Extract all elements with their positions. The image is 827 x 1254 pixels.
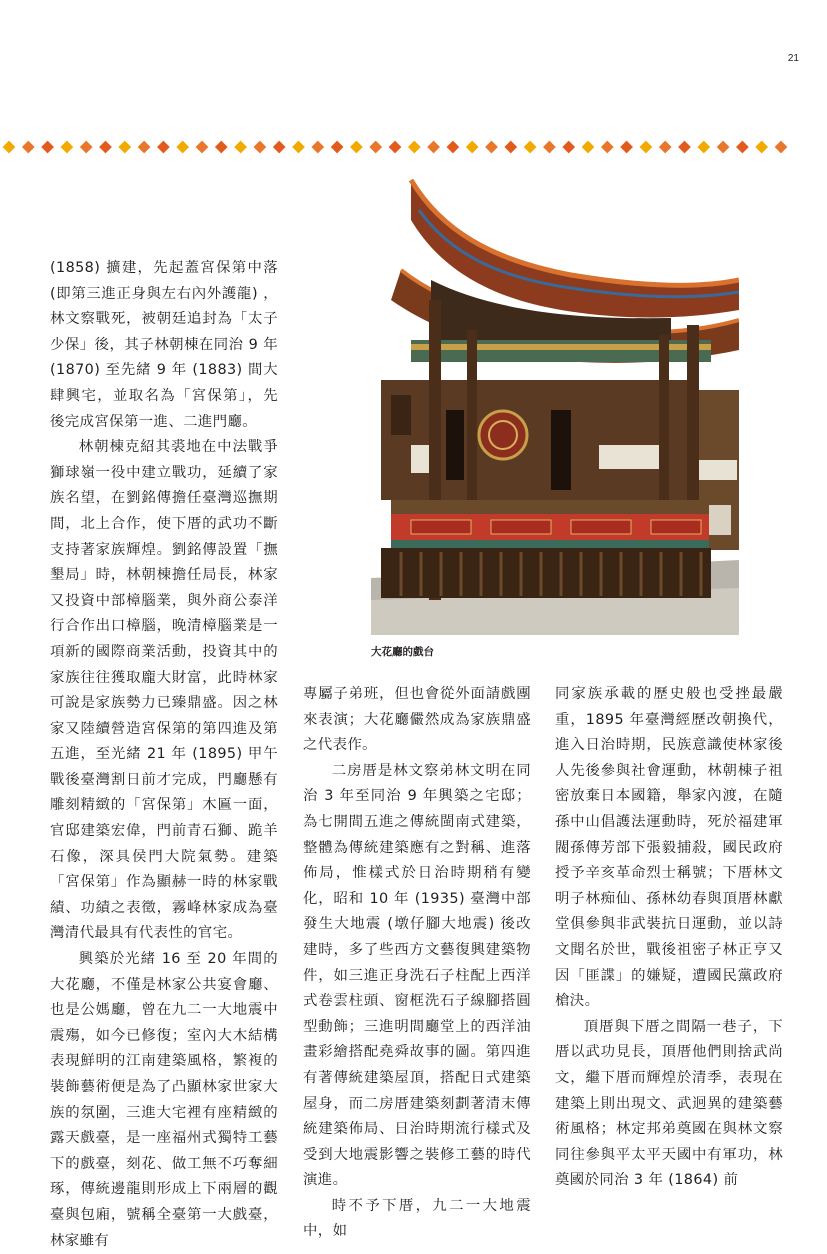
decorative-dot (485, 141, 498, 154)
decorative-dot (61, 141, 74, 154)
decorative-dot (196, 141, 209, 154)
decorative-dot (99, 141, 112, 154)
decorative-dot (620, 141, 633, 154)
decorative-dot (717, 141, 730, 154)
paragraph: 同家族承載的歷史般也受挫最嚴重，1895 年臺灣經歷改朝換代，進入日治時期，民族意識使林家後人先後參與社會運動，林朝棟子祖密放棄日本國籍，舉家內渡，在隨孫中山倡護法運動時，死於福建軍閥孫傳芳部下張毅捕殺，國民政府授予辛亥革命烈士稱號；下厝林文明子林痴仙、孫林幼春與頂厝林獻堂俱參與非武裝抗日運動，並以詩文聞名於世，戰後祖密子林正亨又因「匪諜」的嫌疑，遭國民黨政府槍決。 (555, 686, 783, 1010)
decorative-dot (254, 141, 267, 154)
decorative-dot (215, 141, 228, 154)
decorative-dot (369, 141, 382, 154)
decorative-dot (292, 141, 305, 154)
decorative-dot (697, 141, 710, 154)
decorative-dot (640, 141, 653, 154)
decorative-dot (176, 141, 189, 154)
page-number: 21 (787, 53, 799, 64)
decorative-dot (775, 141, 788, 154)
decorative-dot (736, 141, 749, 154)
decorative-dot (157, 141, 170, 154)
decorative-dot (311, 141, 324, 154)
text-column-3 (555, 682, 783, 1194)
decorative-dot (80, 141, 93, 154)
decorative-dot (659, 141, 672, 154)
decorative-dot-band (0, 140, 827, 154)
decorative-dot (427, 141, 440, 154)
decorative-dot (331, 141, 344, 154)
paragraph: 二房厝是林文察弟林文明在同治 3 年至同治 9 年興築之宅邸；為七開間五進之傳統閩南式建築，整體為傳統建築應有之對稱、進落佈局，惟樣式於日治時期稍有變化，昭和 10 年 (1935) 臺灣中部發生大地震 (墩仔腳大地震) 後改建時，多了些西方文藝復興建築物件，如三進正身洗石子柱配上西洋式卷雲柱頭、窗框洗石子線腳搭圓型動飾；三進明間廳堂上的西洋油畫彩繪搭配堯舜故事的圖。第四進有著傳統建築屋頂，搭配日式建築屋身，而二房厝建築刻劃著清末傳統建築佈局、日治時期流行樣式及受到大地震影響之裝修工藝的時代演進。 (303, 762, 531, 1189)
decorative-dot (447, 141, 460, 154)
paragraph: 專屬子弟班，但也會從外面請戲團來表演；大花廳儼然成為家族鼎盛之代表作。 (303, 686, 531, 754)
text-column-2 (303, 682, 531, 1245)
decorative-dot (504, 141, 517, 154)
decorative-dot (138, 141, 151, 154)
paragraph: 林朝棟克紹其裘地在中法戰爭獅球嶺一役中建立戰功，延續了家族名望，在劉銘傳擔任臺灣巡撫期間，北上合作，使下厝的武功不斷支持著家族輝煌。劉銘傳設置「撫墾局」時，林朝棟擔任局長，林家又投資中部樟腦業，與外商公泰洋行合作出口樟腦，晚清樟腦業是一項新的國際商業活動，投資其中的家族往往獲取龐大財富，此時林家可說是家族勢力已臻鼎盛。因之林家又陸續營造宮保第的第四進及第五進，至光緒 21 年 (1895) 甲午戰後臺灣割日前才完成，門廳懸有雕刻精緻的「宮保第」木匾一面，官邸建築宏偉，門前青石獅、跪羊石像，深具侯門大院氣勢。建築「宮保第」作為顯赫一時的林家戰績、功績之表徵，霧峰林家成為臺灣清代最具有代表性的官宅。 (50, 439, 278, 942)
figure-caption: 大花廳的戲台 (371, 646, 434, 658)
decorative-dot (273, 141, 286, 154)
decorative-dot (524, 141, 537, 154)
decorative-dot (118, 141, 131, 154)
decorative-dot (678, 141, 691, 154)
decorative-dot (389, 141, 402, 154)
decorative-dot (466, 141, 479, 154)
paragraph: 興築於光緒 16 至 20 年間的大花廳，不僅是林家公共宴會廳、也是公媽廳，曾在九二一大地震中震殤，如今已修復；室內大木結構表現鮮明的江南建築風格，繁複的裝飾藝術便是為了凸顯林家世家大族的氛圍，三進大宅裡有座精緻的露天戲臺，是一座福州式獨特工藝下的戲臺，刻花、做工無不巧奪細琢，傳統邊龍則形成上下兩層的觀臺與包廂，號稱全臺第一大戲臺，林家雖有 (50, 951, 278, 1249)
paragraph: 時不予下厝，九二一大地震中，如 (303, 1197, 531, 1240)
stage-photo (371, 160, 739, 635)
decorative-dot (543, 141, 556, 154)
decorative-dot (350, 141, 363, 154)
decorative-dot (601, 141, 614, 154)
decorative-dot (41, 141, 54, 154)
decorative-dot (562, 141, 575, 154)
paragraph: (1858) 擴建，先起蓋宮保第中落 (即第三進正身與左右內外護龍) ，林文察戰死，被朝廷追封為「太子少保」後，其子林朝棟在同治 9 年 (1870) 至先緒 9 年 (1883) 間大肆興宅，並取名為「宮保第」，先後完成宮保第一進、二進門廳。 (50, 260, 278, 430)
decorative-dot (582, 141, 595, 154)
decorative-dot (234, 141, 247, 154)
decorative-dot (408, 141, 421, 154)
decorative-dot (22, 141, 35, 154)
decorative-dot (755, 141, 768, 154)
decorative-dot (3, 141, 16, 154)
text-column-1 (50, 256, 278, 1254)
paragraph: 頂厝與下厝之間隔一巷子，下厝以武功見長，頂厝他們則捨武尚文，繼下厝而輝煌於清季，表現在建築上則出現文、武迥異的建築藝術風格；林定邦弟奠國在與林文察同往參與平太平天國中有軍功，林奠國於同治 3 年 (1864) 前 (555, 1018, 783, 1189)
